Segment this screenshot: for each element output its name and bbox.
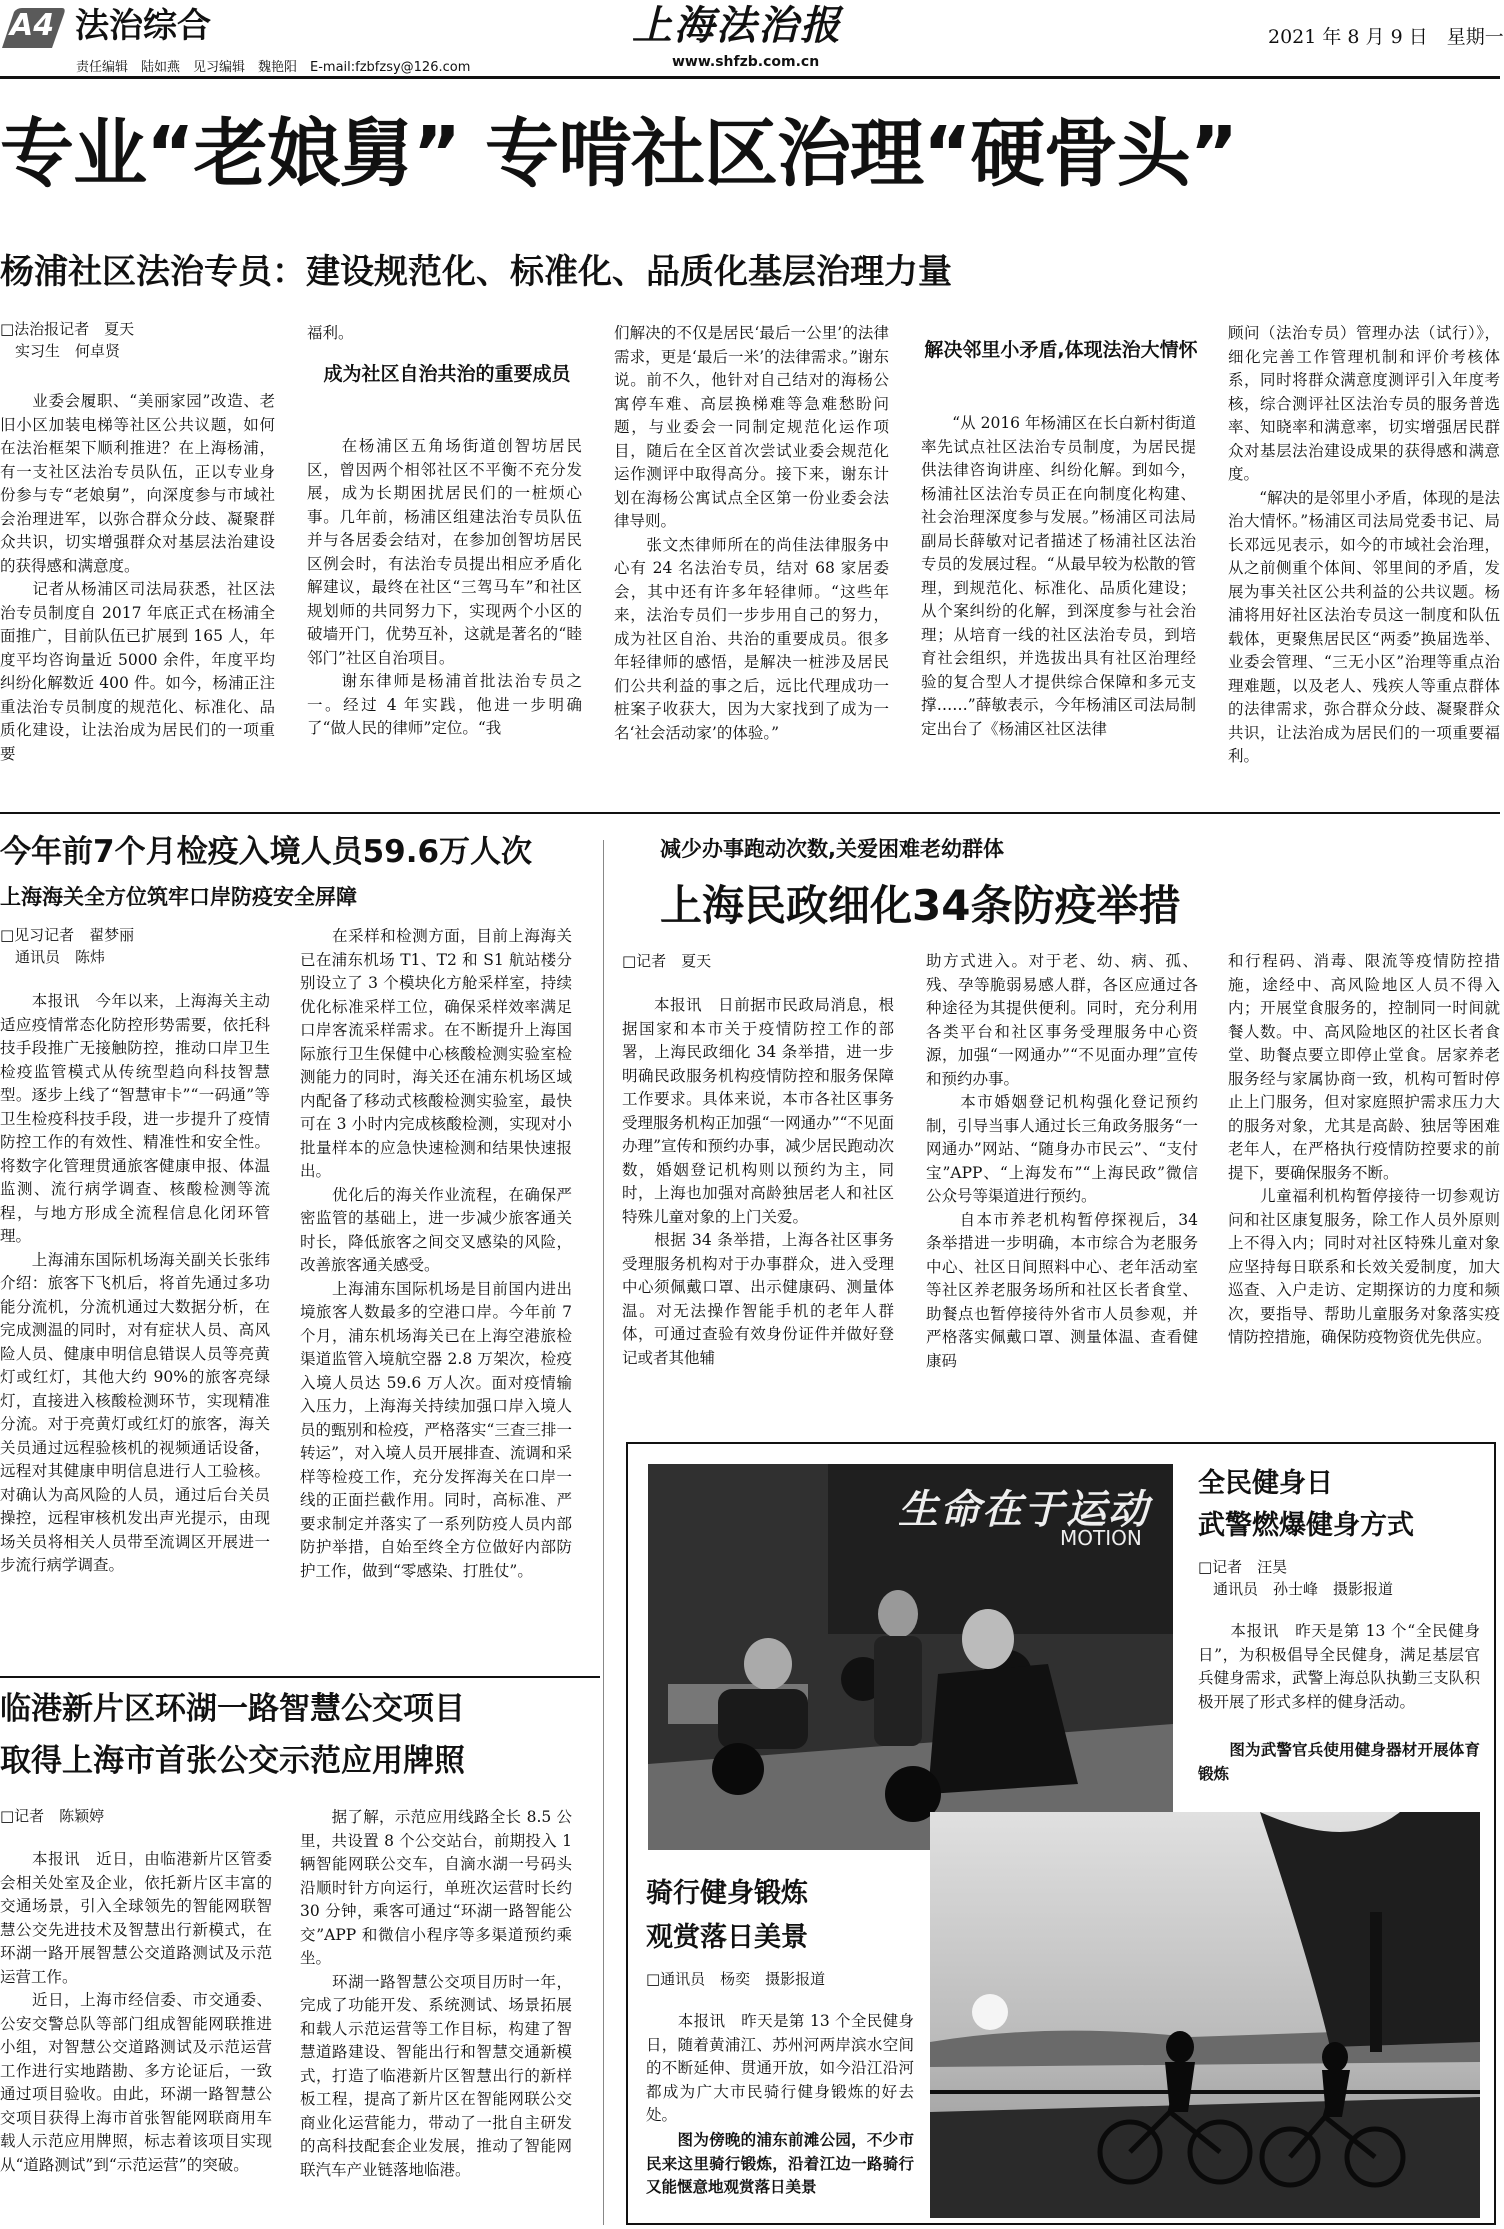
customs-bottom-rule: [0, 1676, 600, 1678]
photo2-headline-line-2: 观赏落日美景: [646, 1922, 808, 1953]
photo2-body: 本报讯 昨天是第 13 个全民健身日，随着黄浦江、苏州河两岸滨水空间的不断延伸、贯通开放，如今沿江沿河都成为广大市民骑行健身锻炼的好去处。: [646, 2012, 914, 2124]
paper-name: 上海法治报: [632, 2, 842, 49]
customs-subheadline: 上海海关全方位筑牢口岸防疫安全屏障: [0, 884, 357, 909]
bus-headline-line-2: 取得上海市首张公交示范应用牌照: [0, 1743, 465, 1779]
lead-subheadline: 杨浦社区法治专员：建设规范化、标准化、品质化基层治理力量: [0, 252, 952, 292]
customs-byline: □见习记者 翟梦丽 通讯员 陈炜: [0, 926, 135, 966]
lead-byline: □法治报记者 夏天 实习生 何卓贤: [0, 320, 135, 360]
customs-column-1: 本报讯 今年以来，上海海关主动适应疫情常态化防控形势需要，依托科技手段推广无接触防控，推动口岸卫生检疫监管模式从传统型趋向科技智慧型。逐步上线了“智慧审卡”“一码通”等卫生检疫科技手段，进一步提升了疫情防控工作的有效性、精准性和安全性。将数字化管理贯通旅客健康申报、体温监测、流行病学调查、核酸检测等流程，与地方形成全流程信息化闭环管理。 上海浦东国际机场海关副关长张纬介绍：旅客下飞机后，将首先通过多功能分流机，分流机通过大数据分析，在完成测温的同时，对有症状人员、高风险人员、健康申明信息错误人员等亮黄灯或红灯，其他大约 90%的旅客亮绿灯，直接进入核酸检测环节，实现精准分流。对于亮黄灯或红灯的旅客，海关关员通过远程验核机的视频通话设备，远程对其健康申明信息进行人工验核。对确认为高风险的人员，通过后台关员操控，远程审核机发出声光提示，由现场关员将相关人员带至流调区开展进一步流行病学调查。: [0, 992, 270, 1574]
photo1-caption: 图为武警官兵使用健身器材开展体育锻炼: [1198, 1740, 1480, 1783]
photo1-byline: □记者 汪昊 通讯员 孙士峰 摄影报道: [1198, 1558, 1394, 1598]
photo1-body: 本报讯 昨天是第 13 个“全民健身日”，为积极倡导全民健身，满足基层官兵健身需求，武警上海总队执勤三支队积极开展了形式多样的健身活动。: [1198, 1622, 1480, 1711]
civil-headline: 上海民政细化34条防疫举措: [660, 881, 1181, 930]
civil-byline: □记者 夏天: [622, 952, 712, 970]
photo1-headline-line-2: 武警燃爆健身方式: [1198, 1510, 1414, 1541]
civil-column-1: 本报讯 日前据市民政局消息，根据国家和本市关于疫情防控工作的部署，上海民政细化 34 条举措，进一步明确民政服务机构疫情防控和服务保障工作要求。具体来说，本市各社区事务受理服务机构正加强“一网通办”“不见面办理”宣传和预约办事，减少居民跑动次数，婚姻登记机构则以预约为主，同时，上海也加强对高龄独居老人和社区特殊儿童对象的上门关爱。 根据 34 条举措，上海各社区事务受理服务机构对于办事群众，进入受理中心须佩戴口罩、出示健康码、测量体温。对无法操作智能手机的老年人群体，可通过查验有效身份证件并做好登记或者其他辅: [622, 996, 894, 1367]
customs-headline: 今年前7个月检疫入境人员59.6万人次: [0, 834, 533, 870]
lead-column-1: 业委会履职、“美丽家园”改造、老旧小区加装电梯等社区公共议题，如何在法治框架下顺利推进？在上海杨浦，有一支社区法治专员队伍，正以专业身份参与专“老娘舅”，向深度参与市域社会治理进军，以弥合群众分歧、凝聚群众共识，切实增强群众对基层法治建设的获得感和满意度。 记者从杨浦区司法局获悉，社区法治专员制度自 2017 年底正式在杨浦全面推广，目前队伍已扩展到 165 人，年度平均咨询量近 5000 余件，年度平均纠纷化解数近 400 件。如今，杨浦正注重法治专员制度的规范化、标准化、品质化建设，让法治成为居民们的一项重要: [0, 392, 275, 763]
photo-cycling: [930, 1812, 1480, 2218]
bus-byline: □记者 陈颖婷: [0, 1807, 105, 1825]
lead-column-5: 顾问（法治专员）管理办法（试行）》，细化完善工作管理机制和评价考核体系，同时将群众满意度测评引入年度考核，综合测评社区法治专员的服务普选率、知晓率和满意率，切实增强居民群众对基层法治建设成果的获得感和满意度。 “解决的是邻里小矛盾，体现的是法治大情怀。”杨浦区司法局党委书记、局长邓远见表示，如今的市域社会治理，从之前侧重个体间、邻里间的矛盾，发展为事关社区公共利益的公共议题。杨浦将用好社区法治专员这一制度和队伍载体，更聚焦居民区“两委”换届选举、业委会管理、“三无小区”治理等重点治理难题，以及老人、残疾人等重点群体的法律需求，弥合群众分歧、凝聚群众共识，让法治成为居民们的一项重要福利。: [1228, 324, 1500, 765]
photo2-byline: □通讯员 杨奕 摄影报道: [646, 1970, 826, 1988]
cycling-photo-graphic: [930, 1812, 1480, 2218]
page-number: A4: [10, 8, 55, 43]
photo2-headline-line-1: 骑行健身锻炼: [646, 1878, 808, 1909]
lead-headline: 专业“老娘舅” 专啃社区治理“硬骨头”: [0, 111, 1238, 197]
page-number-badge: [0, 6, 66, 50]
civil-column-3: 和行程码、消毒、限流等疫情防控措施，途经中、高风险地区人员不得入内；开展堂食服务的，控制同一时间就餐人数。中、高风险地区的社区长者食堂、助餐点要立即停止堂食。居家养老服务经与家属协商一致，机构可暂时停止上门服务，但对家庭照护需求压力大的服务对象，尤其是高龄、独居等困难老年人，在严格执行疫情防控要求的前提下，要确保服务不断。 儿童福利机构暂停接待一切参观访问和社区康复服务，除工作人员外原则上不得入内；同时对社区特殊儿童对象应坚持每日联系和长效关爱制度，加大巡查、入户走访、定期探访的力度和频次，要指导、帮助儿童服务对象落实疫情防控措施，确保防疫物资优先供应。: [1228, 952, 1500, 1346]
bus-column-1: 本报讯 近日，由临港新片区管委会相关处室及企业，依托新片区丰富的交通场景，引入全球领先的智能网联智慧公交先进技术及智慧出行新模式，在环湖一路开展智慧公交道路测试及示范运营工作。 近日，上海市经信委、市交通委、公安交警总队等部门组成智能网联推进小组，对智慧公交道路测试及示范运营工作进行实地踏勘、多方论证后，一致通过项目验收。由此，环湖一路智慧公交项目获得上海市首张智能网联商用车载人示范应用牌照，标志着该项目实现从“道路测试”到“示范运营”的突破。: [0, 1850, 272, 2174]
lead-column-2: 在杨浦区五角场街道创智坊居民区，曾因两个相邻社区不平衡不充分发展，成为长期困扰居民们的一桩烦心事。几年前，杨浦区组建法治专员队伍并与各居委会结对，在参加创智坊居民区例会时，有法治专员提出相应矛盾化解建议，最终在社区“三驾马车”和社区规划师的共同努力下，实现两个小区的破墙开门，优势互补，这就是著名的“睦邻门”社区自治项目。 谢东律师是杨浦首批法治专员之一。经过 4 年实践，他进一步明确了“做人民的律师”定位。“我: [307, 437, 582, 737]
gym-wall-slogan: 生命在于运动: [898, 1487, 1150, 1533]
photo2-caption: 图为傍晚的浦东前滩公园，不少市民来这里骑行锻炼，沿着江边一路骑行又能惬意地观赏落日美景: [646, 2130, 914, 2196]
paper-url: www.shfzb.com.cn: [672, 54, 820, 70]
editor-line: 责任编辑 陆如燕 见习编辑 魏艳阳 E-mail:fzbfzsy@126.com: [76, 60, 471, 75]
section-title: 法治综合: [75, 6, 211, 46]
issue-date: 2021 年 8 月 9 日 星期一: [1268, 26, 1504, 48]
customs-column-2: 在采样和检测方面，目前上海海关已在浦东机场 T1、T2 和 S1 航站楼分别设立了 3 个模块化方舱采样室，持续优化标准采样工位，确保采样效率满足口岸客流采样需求。在不断提升上海国际旅行卫生保健中心核酸检测实验室检测能力的同时，海关还在浦东机场区域内配备了移动式核酸检测实验室，最快可在 3 小时内完成核酸检测，实现对小批量样本的应急快速检测和结果快速报出。 优化后的海关作业流程，在确保严密监管的基础上，进一步减少旅客通关时长，降低旅客之间交叉感染的风险，改善旅客通关感受。 上海浦东国际机场是目前国内进出境旅客人数最多的空港口岸。今年前 7 个月，浦东机场海关已在上海空港旅检渠道监管入境航空器 2.8 万架次，检疫入境人员达 59.6 万人次。面对疫情输入压力，上海海关持续加强口岸入境人员的甄别和检疫，严格落实“三查三排一转运”，对入境人员开展排查、流调和采样等检疫工作，充分发挥海关在口岸一线的正面拦截作用。同时，高标准、严要求制定并落实了一系列防疫人员内部防护举措，自始至终全方位做好内部防护工作，做到“零感染、打胜仗”。: [300, 927, 572, 1580]
photo1-headline-line-1: 全民健身日: [1198, 1468, 1333, 1499]
lead-subhead-4: 解决邻里小矛盾,体现法治大情怀: [924, 339, 1198, 361]
masthead-rule: [0, 76, 1500, 79]
civil-kicker: 减少办事跑动次数,关爱困难老幼群体: [660, 837, 1004, 861]
lead-column-3: 们解决的不仅是居民‘最后一公里’的法律需求，更是‘最后一米’的法律需求。”谢东说。前不久，他针对自己结对的海杨公寓停车难、高层换梯难等急难愁盼问题，与业委会一同制定规范化运作项目，随后在全区首次尝试业委会规范化运作测评中取得高分。接下来，谢东计划在海杨公寓试点全区第一份业委会法律导则。 张文杰律师所在的尚佳法律服务中心有 24 名法治专员，结对 68 家居委会，其中还有许多年轻律师。“这些年来，法治专员们一步步用自己的努力，成为社区自治、共治的重要成员。很多年轻律师的感悟，是解决一桩涉及居民们公共利益的事之后，远比代理成功一桩案子收获大，因为大家找到了成为一名‘社会活动家’的体验。”: [614, 324, 889, 742]
lead-subhead-2: 成为社区自治共治的重要成员: [323, 363, 571, 385]
gym-wall-slogan-en: MOTION: [1060, 1526, 1142, 1550]
photo-gym: [648, 1464, 1173, 1850]
bus-column-2: 据了解，示范应用线路全长 8.5 公里，共设置 8 个公交站台，前期投入 1 辆智能网联公交车，自滴水湖一号码头沿顺时针方向运行，单班次运营时长约 30 分钟，乘客可通过“环湖一路智能公交”APP 和微信小程序等多渠道预约乘坐。 环湖一路智慧公交项目历时一年，完成了功能开发、系统测试、场景拓展和载人示范运营等工作目标，构建了智慧道路建设、智能出行和智慧交通新模式，打造了临港新片区智慧出行的新样板工程，提高了新片区在智能网联公交商业化运营能力，带动了一批自主研发的高科技配套企业发展，推动了智能网联汽车产业链落地临港。: [300, 1808, 572, 2179]
lead-column-2-top: 福利。: [307, 324, 354, 342]
bus-headline-line-1: 临港新片区环湖一路智慧公交项目: [0, 1691, 465, 1727]
civil-column-2: 助方式进入。对于老、幼、病、孤、残、孕等脆弱易感人群，各区应通过各种途径为其提供便利。同时，充分利用各类平台和社区事务受理服务中心资源，加强“一网通办”“不见面办理”宣传和预约办事。 本市婚姻登记机构强化登记预约制，引导当事人通过长三角政务服务“一网通办”网站、“随身办市民云”、“支付宝”APP、“上海发布”“上海民政”微信公众号等渠道进行预约。 自本市养老机构暂停探视后，34 条举措进一步明确，本市综合为老服务中心、社区日间照料中心、老年活动室等社区养老服务场所和社区长者食堂、助餐点也暂停接待外省市人员参观，并严格落实佩戴口罩、测量体温、查看健康码: [926, 952, 1198, 1370]
lead-bottom-rule: [0, 812, 1500, 814]
column-divider: [603, 840, 604, 2225]
lead-column-4: “从 2016 年杨浦区在长白新村街道率先试点社区法治专员制度，为居民提供法律咨询讲座、纠纷化解。到如今，杨浦社区法治专员正在向制度化构建、社会治理深度参与发展。”杨浦区司法局副局长薛敏对记者描述了杨浦社区法治专员的发展过程。“从最早较为松散的管理，到规范化、标准化、品质化建设；从个案纠纷的化解，到深度参与社会治理；从培育一线的社区法治专员，到培育社会组织，并选拔出具有社区治理经验的复合型人才提供综合保障和多元支撑……”薛敏表示，今年杨浦区司法局制定出台了《杨浦区社区法律: [921, 414, 1196, 738]
